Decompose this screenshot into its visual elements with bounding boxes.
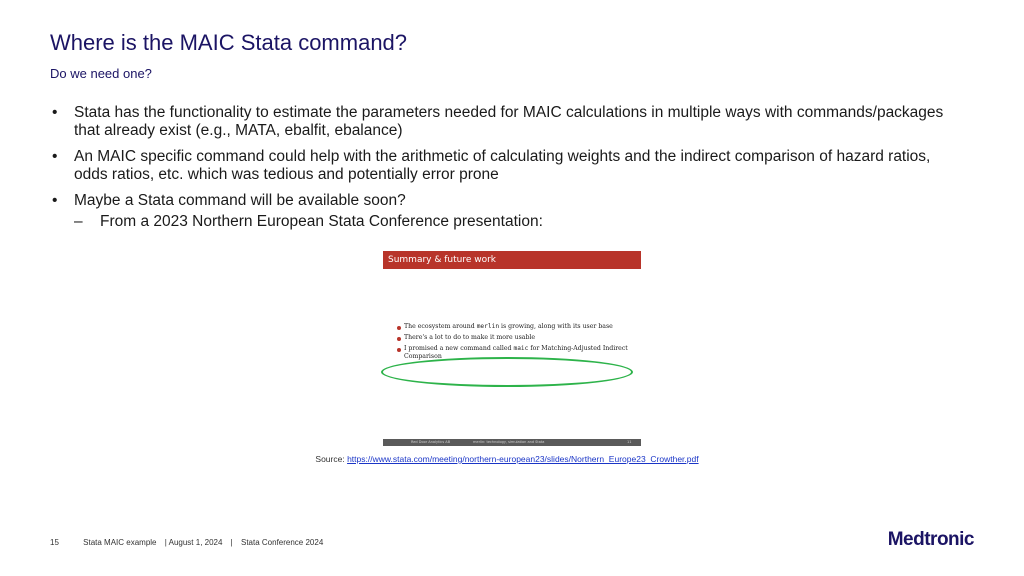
embedded-slide-body xyxy=(383,269,641,439)
embedded-footer-left: Red Door Analytics AB xyxy=(411,440,451,444)
bullet-symbol: • xyxy=(52,192,58,209)
medtronic-logo: Medtronic xyxy=(887,529,974,550)
dash-symbol: – xyxy=(74,213,83,230)
bullet-list xyxy=(50,104,950,239)
source-label: Source: xyxy=(315,454,348,464)
embedded-item xyxy=(397,334,635,342)
slide-footer xyxy=(50,538,323,547)
source-citation xyxy=(0,454,1014,464)
embedded-item-text: The ecosystem around xyxy=(404,323,477,330)
source-link[interactable]: https://www.stata.com/meeting/northern-european23/slides/Northern_Europe23_Crowther.pdf xyxy=(347,454,699,464)
embedded-slide-header: Summary & future work xyxy=(383,251,641,269)
deck-name: Stata MAIC example xyxy=(83,538,157,547)
bullet-text: Maybe a Stata command will be available soon? xyxy=(74,192,406,209)
bullet-text: An MAIC specific command could help with the arithmetic of calculating weights and the indirect comparison of hazard ratios, odds ratios, etc. which was tedious and potentially error prone xyxy=(74,148,931,183)
embedded-slide-image xyxy=(383,251,641,446)
embedded-item-code: maic xyxy=(513,345,529,352)
bullet-item xyxy=(50,192,950,231)
highlight-ellipse xyxy=(381,357,633,387)
bullet-text: Stata has the functionality to estimate the parameters needed for MAIC calculations in multiple ways with commands/packages that already exist (e.g., MATA, ebalfit, ebalance) xyxy=(74,104,944,139)
embedded-item xyxy=(397,323,635,331)
sub-bullet xyxy=(74,213,950,231)
bullet-item xyxy=(50,148,950,184)
slide-title: Where is the MAIC Stata command? xyxy=(50,30,408,55)
embedded-footer-page: 11 xyxy=(627,440,632,444)
embedded-item-text: I promised a new command called xyxy=(404,345,514,352)
embedded-item-text: is growing, along with its user base xyxy=(499,323,613,330)
sub-bullet-text: From a 2023 Northern European Stata Conference presentation: xyxy=(100,213,543,230)
slide-subtitle: Do we need one? xyxy=(50,66,152,81)
embedded-item-text: for Matching-Adjusted Indirect Comparison xyxy=(404,345,628,360)
embedded-item-code: merlin xyxy=(476,323,500,330)
page-number: 15 xyxy=(50,538,59,547)
bullet-item xyxy=(50,104,950,140)
embedded-slide-footer xyxy=(383,439,641,446)
footer-separator: | xyxy=(230,538,233,547)
embedded-footer-mid: merlin: technology, simulation and Stata xyxy=(473,440,545,444)
bullet-symbol: • xyxy=(52,104,58,121)
bullet-symbol: • xyxy=(52,148,58,165)
embedded-item-text: There's a lot to do to make it more usable xyxy=(404,334,536,341)
footer-date: | August 1, 2024 xyxy=(164,538,223,547)
footer-event: Stata Conference 2024 xyxy=(240,538,324,547)
